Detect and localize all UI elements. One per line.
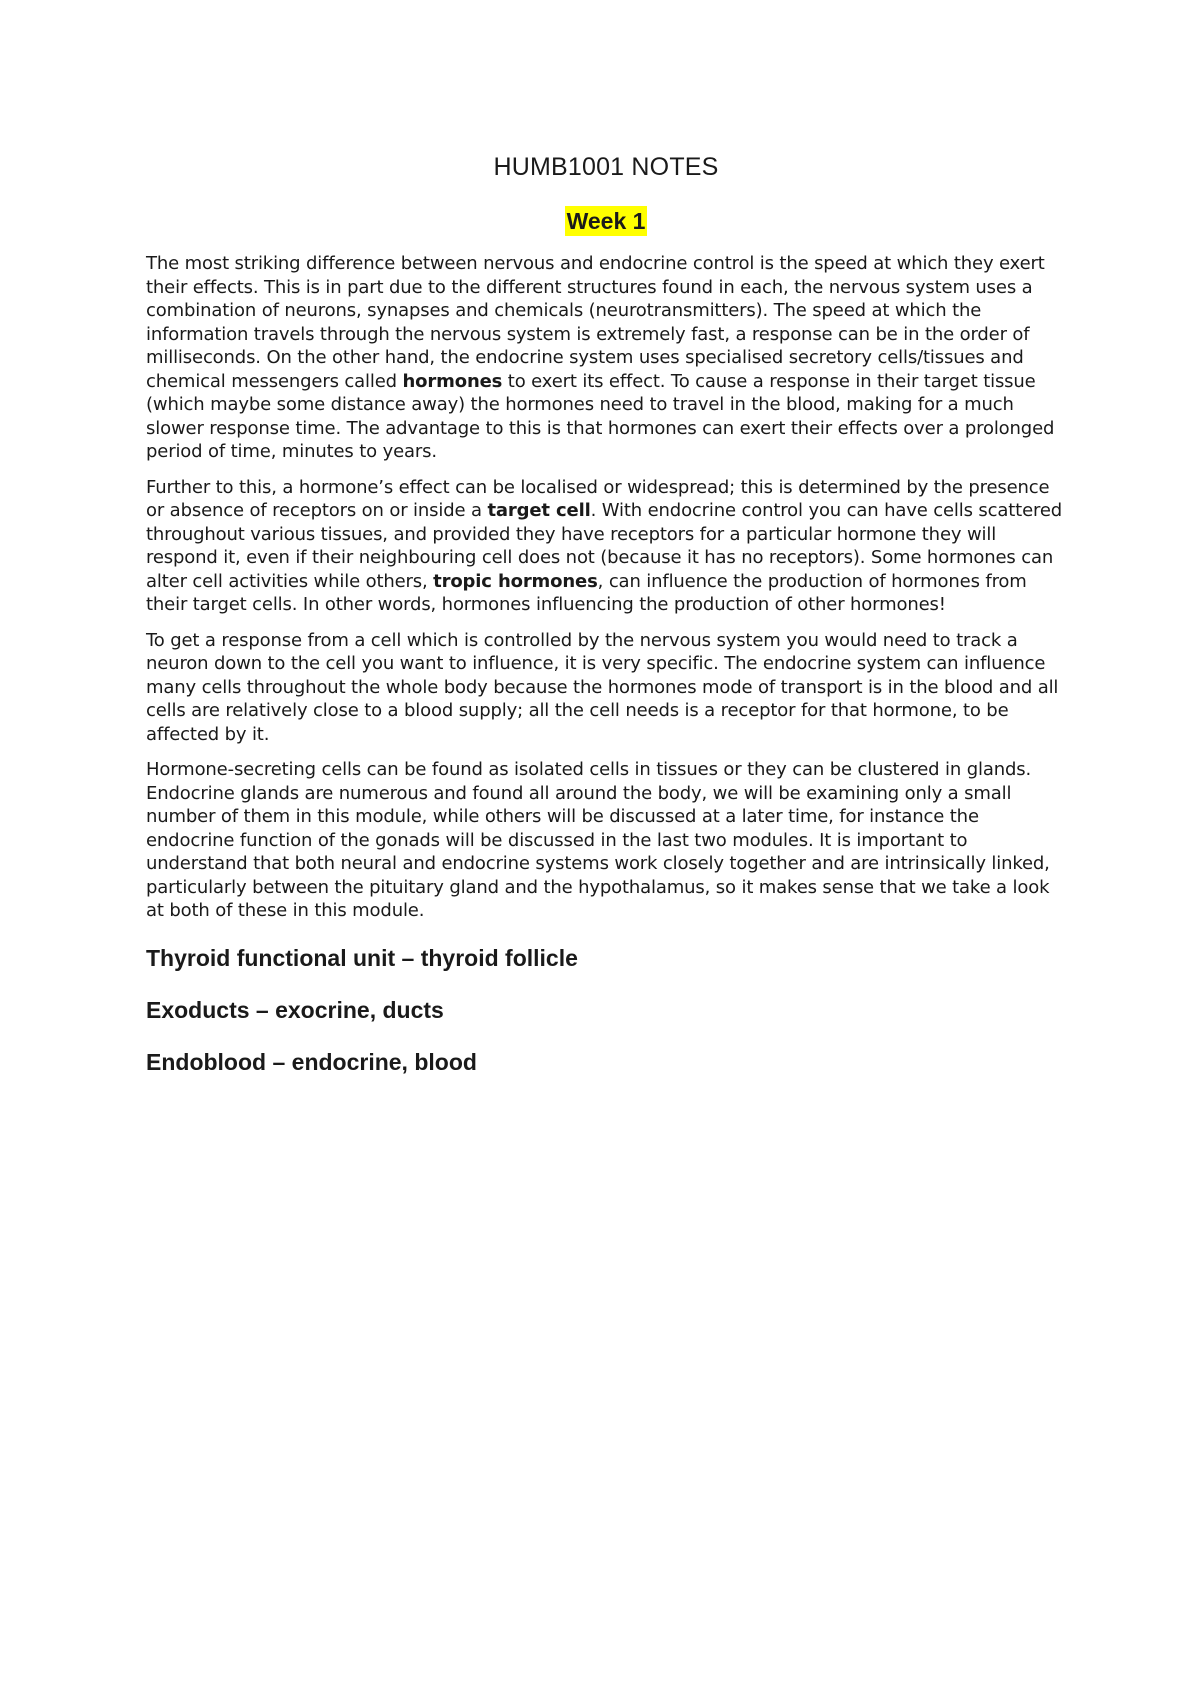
subheading-endoblood: Endoblood – endocrine, blood [146,1048,477,1075]
subheading-thyroid: Thyroid functional unit – thyroid follicle [146,944,578,971]
text-segment: , can influence the production of hormones from their target cells. In other words, hormones influencing the production of other hormones! [146,570,1027,615]
paragraph-3 [146,629,1066,747]
document-title: HUMB1001 NOTES [493,153,719,181]
subheading-exoducts: Exoducts – exocrine, ducts [146,996,444,1023]
week-heading-wrapper [146,206,1066,236]
text-segment: Hormone-secreting cells can be found as isolated cells in tissues or they can be clustered in glands. Endocrine glands are numerous and found all around the body, we will be examining only a small number of them in this module, while others will be discussed at a later time, for instance the endocrine function of the gonads will be discussed in the last two modules. It is important to understand that both neural and endocrine systems work closely together and are intrinsically linked, particularly between the pituitary gland and the hypothalamus, so it makes sense that we take a look at both of these in this module. [146,759,1050,921]
paragraph-2 [146,476,1066,617]
week-heading: Week 1 [566,208,646,234]
paragraph-4 [146,758,1066,923]
document-content [146,150,1066,1077]
bold-term-hormones: hormones [402,370,503,392]
bold-term-target-cell: target cell [487,500,591,521]
bold-term-tropic-hormones: tropic hormones [433,570,598,592]
text-segment: to exert its effect. To cause a response in their target tissue (which maybe some distance away) the hormones need to travel in the blood, making for a much slower response time. The advantage to this is that hormones can exert their effects over a prolonged period of time, minutes to years. [146,370,1055,462]
text-segment: Further to this, a hormone’s effect can be localised or widespread; this is determined by the presence or absence of receptors on or inside a [146,476,1050,521]
text-segment: To get a response from a cell which is controlled by the nervous system you would need to track a neuron down to the cell you want to influence, it is very specific. The endocrine system can influence many cells throughout the whole body because the hormones mode of transport is in the blood and all cells are relatively close to a blood supply; all the cell needs is a receptor for that hormone, to be affected by it. [146,629,1059,745]
text-segment: The most striking difference between nervous and endocrine control is the speed at which they exert their effects. This is in part due to the different structures found in each, the nervous system uses a combination of neurons, synapses and chemicals (neurotransmitters). The speed at which the information travels through the nervous system is extremely fast, a response can be in the order of milliseconds. On the other hand, the endocrine system uses specialised secretory cells/tissues and chemical messengers called [146,253,1045,392]
paragraph-1 [146,252,1066,464]
text-segment: . With endocrine control you can have cells scattered throughout various tissues, and provided they have receptors for a particular hormone they will respond it, even if their neighbouring cell does not (because it has no receptors). Some hormones can alter cell activities while others, [146,500,1063,592]
